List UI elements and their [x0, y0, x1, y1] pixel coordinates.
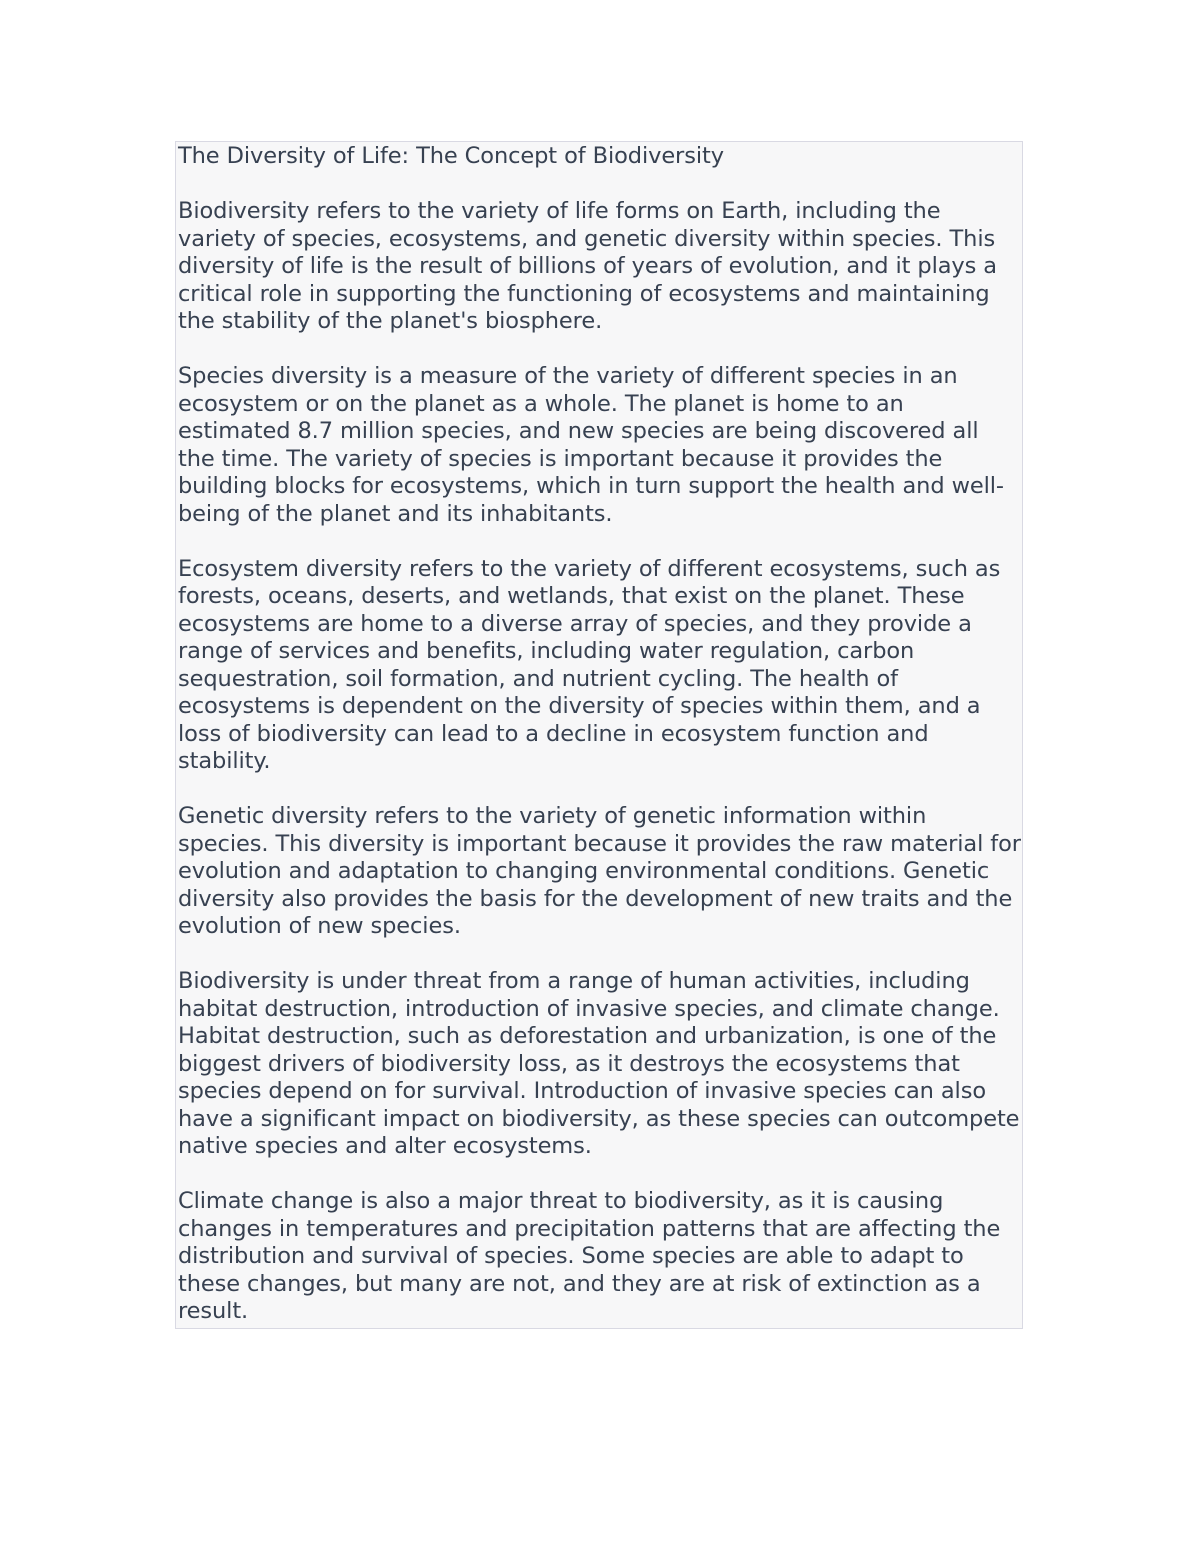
paragraph-intro: Biodiversity refers to the variety of life forms on Earth, including the variety of species, ecosystems, and genetic diversity within species. This diversity of life is the result of billions of years of evolution, and it plays a critical role in supporting the functioning of ecosystems and maintaining the stability of the planet's biosphere. — [178, 198, 997, 334]
paragraph-ecosystem-diversity: Ecosystem diversity refers to the variety of different ecosystems, such as forests, oceans, deserts, and wetlands, that exist on the planet. These ecosystems are home to a diverse array of species, and they provide a range of services and benefits, including water regulation, carbon sequestration, soil formation, and nutrient cycling. The health of ecosystems is dependent on the diversity of species within them, and a loss of biodiversity can lead to a decline in ecosystem function and stability. — [178, 555, 1001, 774]
paragraph-species-diversity: Species diversity is a measure of the variety of different species in an ecosystem or on the planet as a whole. The planet is home to an estimated 8.7 million species, and new species are being discovered all the time. The variety of species is important because it provides the building blocks for ecosystems, which in turn support the health and well-being of the planet and its inhabitants. — [178, 363, 1004, 527]
paragraph-threats: Biodiversity is under threat from a range of human activities, including habitat destruction, introduction of invasive species, and climate change. Habitat destruction, such as deforestation and urbanization, is one of the biggest drivers of biodiversity loss, as it destroys the ecosystems that species depend on for survival. Introduction of invasive species can also have a significant impact on biodiversity, as these species can outcompete native species and alter ecosystems. — [178, 968, 1020, 1159]
paragraph-climate-change: Climate change is also a major threat to biodiversity, as it is causing changes in temperatures and precipitation patterns that are affecting the distribution and survival of species. Some species are able to adapt to these changes, but many are not, and they are at risk of extinction as a result. — [178, 1188, 1001, 1324]
paragraph-genetic-diversity: Genetic diversity refers to the variety of genetic information within species. This diversity is important because it provides the raw material for evolution and adaptation to changing environmental conditions. Genetic diversity also provides the basis for the development of new traits and the evolution of new species. — [178, 803, 1021, 939]
document-title: The Diversity of Life: The Concept of Biodiversity — [178, 143, 724, 169]
document-text-box — [175, 141, 1023, 1329]
